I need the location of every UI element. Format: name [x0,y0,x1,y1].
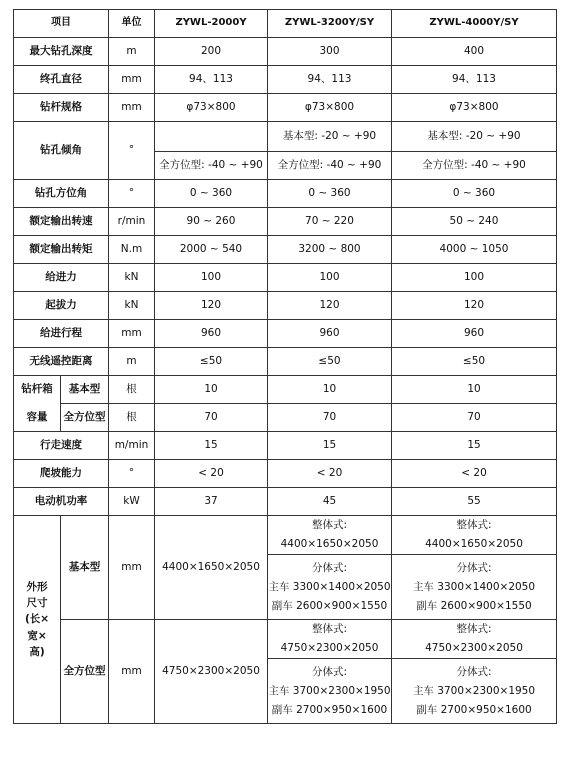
cell-value: φ73×800 [392,94,557,122]
header-item: 项目 [14,10,109,38]
main-value: 主车 3700×2300×1950 [412,684,536,697]
cell-value: 94、113 [392,66,557,94]
cell-value: 70 [268,404,392,432]
row-unit: m [109,348,155,376]
table-row [14,292,557,320]
cell-value: 960 [268,320,392,348]
cell-value: 90 ~ 260 [155,208,268,236]
cell-value [268,620,392,659]
cell-value: 15 [268,432,392,460]
table-row [14,432,557,460]
cell-value: 70 ~ 220 [268,208,392,236]
row-label: 钻杆规格 [14,94,109,122]
row-unit: mm [109,94,155,122]
row-unit: mm [109,620,155,724]
row-unit: kW [109,488,155,516]
whole-label: 整体式: [311,623,348,635]
cell-value: 960 [392,320,557,348]
cell-value: 100 [155,264,268,292]
cell-value: < 20 [268,460,392,488]
row-unit: m [109,38,155,66]
header-model: ZYWL-3200Y/SY [268,10,392,38]
row-sublabel: 全方位型 [61,620,109,724]
row-unit: mm [109,516,155,620]
row-label: 钻孔倾角 [14,122,109,180]
row-label: 额定输出转矩 [14,236,109,264]
table-row [14,404,557,432]
table-row [14,460,557,488]
cell-value: 94、113 [268,66,392,94]
row-sublabel: 基本型 [61,516,109,620]
cell-value: ≤50 [268,348,392,376]
sub-value: 副车 2600×900×1550 [416,599,532,612]
row-unit: ° [109,460,155,488]
cell-value: 4750×2300×2050 [155,620,268,724]
row-unit: kN [109,292,155,320]
table-row [14,94,557,122]
cell-value [392,620,557,659]
table-row [14,38,557,66]
row-unit: m/min [109,432,155,460]
cell-value: 70 [155,404,268,432]
cell-value: 15 [392,432,557,460]
table-row [14,376,557,404]
cell-value: 120 [268,292,392,320]
main-value: 主车 3300×1400×2050 [268,580,391,593]
row-label: 最大钻孔深度 [14,38,109,66]
row-unit: r/min [109,208,155,236]
row-unit: mm [109,320,155,348]
cell-value: 基本型: -20 ~ +90 [268,122,392,152]
cell-value: 4000 ~ 1050 [392,236,557,264]
cell-value: 0 ~ 360 [155,180,268,208]
table-row [14,620,557,659]
cell-value [392,555,557,620]
cell-value: 10 [268,376,392,404]
cell-value: 0 ~ 360 [268,180,392,208]
split-label: 分体式: [311,665,348,678]
cell-value: 全方位型: -40 ~ +90 [155,152,268,180]
whole-label: 整体式: [311,519,348,531]
cell-value: ≤50 [155,348,268,376]
row-unit: 根 [109,404,155,432]
table-row [14,236,557,264]
cell-value [155,122,268,152]
cell-value: 15 [155,432,268,460]
cell-value: < 20 [392,460,557,488]
cell-value: 400 [392,38,557,66]
cell-value: 3200 ~ 800 [268,236,392,264]
row-label: 行走速度 [14,432,109,460]
split-label: 分体式: [311,561,348,574]
table-row [14,348,557,376]
whole-label: 整体式: [456,519,492,531]
cell-value [392,659,557,724]
row-label: 给进力 [14,264,109,292]
whole-value: 4400×1650×2050 [425,538,523,550]
row-sublabel: 基本型 [61,376,109,404]
row-label: 容量 [14,404,61,432]
cell-value: 94、113 [155,66,268,94]
main-value: 主车 3300×1400×2050 [412,580,536,593]
cell-value: 2000 ~ 540 [155,236,268,264]
cell-value: 4400×1650×2050 [155,516,268,620]
table-row [14,488,557,516]
table-row [14,320,557,348]
row-label: 外形 尺寸 (长× 宽× 高) [14,516,61,724]
split-label: 分体式: [456,665,492,678]
header-row [14,10,557,38]
row-label: 终孔直径 [14,66,109,94]
cell-value: 10 [155,376,268,404]
main-value: 主车 3700×2300×1950 [268,684,391,697]
cell-value: ≤50 [392,348,557,376]
cell-value [392,516,557,555]
cell-value [268,659,392,724]
cell-value: 120 [155,292,268,320]
cell-value: 70 [392,404,557,432]
cell-value: 120 [392,292,557,320]
row-unit: N.m [109,236,155,264]
cell-value: 100 [392,264,557,292]
cell-value: 10 [392,376,557,404]
cell-value: 37 [155,488,268,516]
cell-value: 0 ~ 360 [392,180,557,208]
row-label: 给进行程 [14,320,109,348]
whole-value: 4400×1650×2050 [280,538,379,550]
cell-value: φ73×800 [155,94,268,122]
row-label: 爬坡能力 [14,460,109,488]
table-row [14,122,557,152]
header-unit: 单位 [109,10,155,38]
row-label: 钻孔方位角 [14,180,109,208]
row-unit: ° [109,180,155,208]
cell-value: 全方位型: -40 ~ +90 [268,152,392,180]
header-model: ZYWL-4000Y/SY [392,10,557,38]
header-model: ZYWL-2000Y [155,10,268,38]
cell-value: 100 [268,264,392,292]
whole-value: 4750×2300×2050 [425,642,523,654]
cell-value: 基本型: -20 ~ +90 [392,122,557,152]
spec-table [13,9,557,724]
row-unit: mm [109,66,155,94]
cell-value: 200 [155,38,268,66]
row-label: 电动机功率 [14,488,109,516]
table-row [14,208,557,236]
row-label: 额定输出转速 [14,208,109,236]
cell-value [268,555,392,620]
row-unit: ° [109,122,155,180]
cell-value: φ73×800 [268,94,392,122]
cell-value: 50 ~ 240 [392,208,557,236]
sub-value: 副车 2600×900×1550 [271,599,388,612]
whole-value: 4750×2300×2050 [280,642,379,654]
cell-value: 300 [268,38,392,66]
row-unit: 根 [109,376,155,404]
row-label: 起拔力 [14,292,109,320]
cell-value [268,516,392,555]
table-row [14,66,557,94]
table-row [14,180,557,208]
cell-value: 45 [268,488,392,516]
row-unit: kN [109,264,155,292]
table-row [14,264,557,292]
cell-value: 全方位型: -40 ~ +90 [392,152,557,180]
split-label: 分体式: [456,561,492,574]
sub-value: 副车 2700×950×1600 [271,703,388,716]
cell-value: 960 [155,320,268,348]
row-sublabel: 全方位型 [61,404,109,432]
table-row [14,516,557,555]
row-label: 钻杆箱 [14,376,61,404]
cell-value: < 20 [155,460,268,488]
cell-value: 55 [392,488,557,516]
row-label: 无线遥控距离 [14,348,109,376]
whole-label: 整体式: [456,623,492,635]
sub-value: 副车 2700×950×1600 [416,703,532,716]
